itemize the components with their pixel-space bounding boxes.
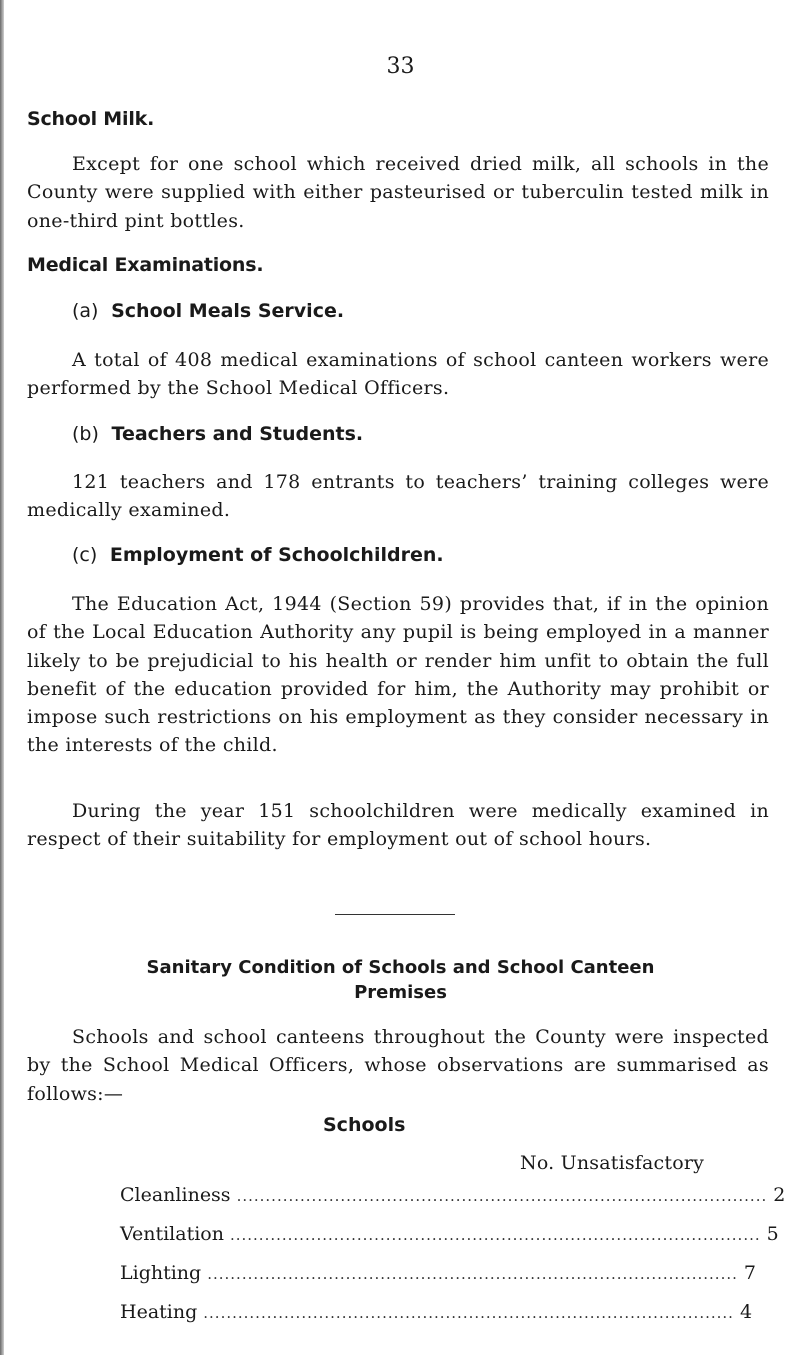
- subsection-c-paragraph-1: The Education Act, 1944 (Section 59) provides that, if in the opinion of the Local Education Authority any pupil is being employed in a manner likely to be prejudicial to his health or render him unfit to obtain the full benefit of the education provided for him, the Authority may prohibit or impose such restrictions on his employment as they consider necessary in the interests of the child.: [27, 593, 769, 757]
- row-label: Cleanliness: [120, 1184, 231, 1206]
- page-number: 33: [386, 54, 415, 79]
- subsection-b-paragraph: 121 teachers and 178 entrants to teachers’ training colleges were medically examined.: [27, 471, 769, 522]
- dot-leader: ............................................................................................: [207, 1265, 738, 1283]
- medical-examinations-heading: Medical Examinations.: [27, 254, 264, 276]
- section-divider: [335, 914, 455, 915]
- row-value: 5: [766, 1223, 779, 1245]
- table-row-ventilation: [120, 1223, 779, 1253]
- row-label: Heating: [120, 1301, 198, 1323]
- subsection-a-paragraph: A total of 408 medical examinations of school canteen workers were performed by the School Medical Officers.: [27, 349, 769, 400]
- subsection-a-label: (a): [72, 300, 99, 322]
- subsection-a-title: School Meals Service.: [111, 300, 345, 322]
- subsection-b-title: Teachers and Students.: [111, 423, 364, 445]
- subsection-b-label: (b): [72, 423, 99, 445]
- sanitary-paragraph: Schools and school canteens throughout the County were inspected by the School Medical Officers, whose observations are summarised as follows:—: [27, 1026, 769, 1105]
- subsection-c-label: (c): [72, 544, 98, 566]
- row-value: 2: [773, 1184, 786, 1206]
- subsection-c-paragraph-2: During the year 151 schoolchildren were medically examined in respect of their suitability for employment out of school hours.: [27, 800, 769, 851]
- dot-leader: ............................................................................................: [236, 1187, 768, 1205]
- dot-leader: ............................................................................................: [203, 1304, 734, 1322]
- subsection-b-heading: [72, 423, 363, 445]
- page-edge-shadow: [0, 0, 4, 1355]
- sanitary-heading-line-1: Sanitary Condition of Schools and School Canteen: [146, 957, 655, 978]
- table-row-cleanliness: [120, 1184, 786, 1214]
- table-column-header: No. Unsatisfactory: [520, 1152, 705, 1174]
- subsection-a-heading: [72, 300, 344, 322]
- school-milk-heading: School Milk.: [27, 108, 155, 130]
- dot-leader: ............................................................................................: [229, 1226, 761, 1244]
- table-title: Schools: [323, 1114, 406, 1136]
- row-value: 4: [739, 1301, 753, 1323]
- row-label: Ventilation: [120, 1223, 224, 1245]
- school-milk-paragraph: Except for one school which received dried milk, all schools in the County were supplied with either pasteurised or tuberculin tested milk in one-third pint bottles.: [27, 153, 769, 232]
- subsection-c-title: Employment of Schoolchildren.: [109, 544, 444, 566]
- subsection-c-heading: [72, 544, 444, 566]
- sanitary-heading-line-2: Premises: [354, 982, 447, 1003]
- table-row-lighting: [120, 1262, 756, 1292]
- table-row-heating: [120, 1301, 753, 1331]
- row-label: Lighting: [120, 1262, 202, 1284]
- row-value: 7: [743, 1262, 756, 1284]
